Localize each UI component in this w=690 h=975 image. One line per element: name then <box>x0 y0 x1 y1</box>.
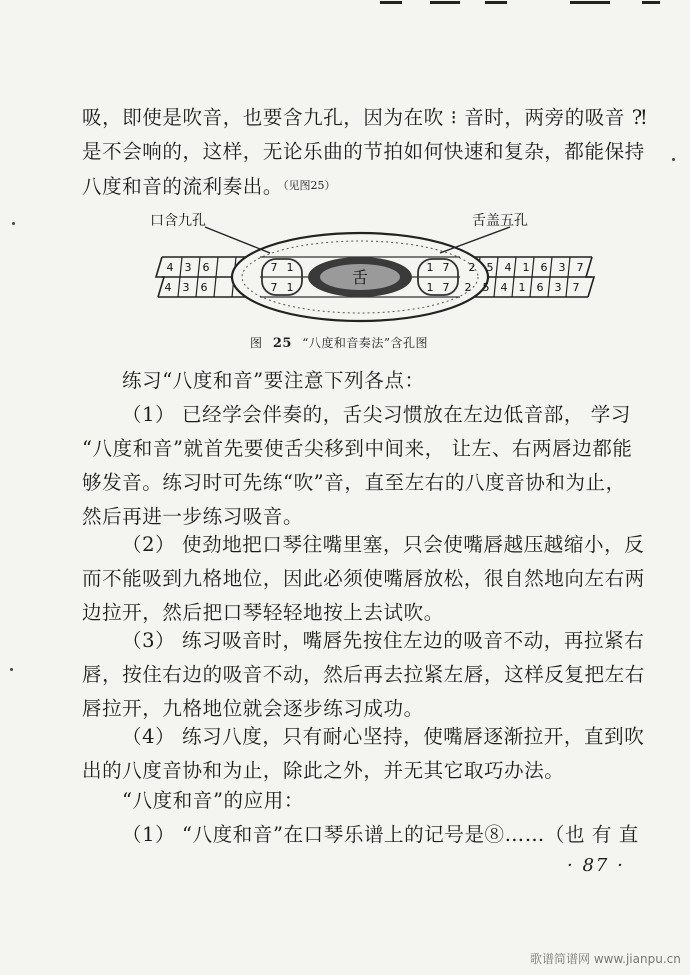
text-line <box>82 171 336 201</box>
hole-number: 6 <box>202 261 210 274</box>
text-line: 然后再进一步练习吸音。 <box>82 505 304 528</box>
label-tongue-five-holes: 舌盖五孔 <box>472 213 528 229</box>
hole-number: 4 <box>504 261 512 274</box>
section-heading: “八度和音”的应用： <box>122 789 304 812</box>
top-edge-marks <box>380 0 680 6</box>
hole-number: 3 <box>184 261 192 274</box>
hole-number: 3 <box>558 261 566 274</box>
hole-number: 5 <box>486 261 494 274</box>
text-line: 而不能吸到九格地位，因此必须使嘴唇放松，很自然地向左右两 <box>82 567 645 590</box>
site-watermark: 歌谱简谱网 www.jianpu.cn <box>530 952 681 966</box>
label-mouth-nine-holes: 口含九孔 <box>150 213 206 229</box>
margin-speck <box>672 158 675 161</box>
caption-number: 25 <box>272 336 292 351</box>
text-line: 练习“八度和音”要注意下列各点： <box>122 369 425 392</box>
figure-caption <box>250 334 428 351</box>
text-line: 吸，即使是吹音，也要含九孔，因为在吹 ⁝ 音时，两旁的吸音 ⁈ <box>82 106 648 129</box>
text-fragment: 八度和音的流利奏出。 <box>82 175 284 198</box>
hole-number: 7 <box>442 281 450 294</box>
hole-number: 7 <box>576 261 584 274</box>
hole-number: 5 <box>482 281 490 294</box>
text-line: （2） 使劲地把口琴往嘴里塞，只会使嘴唇越压越缩小，反 <box>122 533 645 556</box>
hole-number: 1 <box>426 261 434 274</box>
hole-number: 7 <box>270 261 278 274</box>
text-line: （3） 练习吸音时，嘴唇先按住左边的吸音不动，再拉紧右 <box>122 629 645 652</box>
page-number: · 87 · <box>567 855 625 876</box>
hole-number: 1 <box>522 261 530 274</box>
harmonica-mouth-diagram <box>150 205 600 325</box>
hole-number: 7 <box>270 281 278 294</box>
hole-number: 1 <box>286 261 294 274</box>
hole-number: 6 <box>536 281 544 294</box>
hole-number: 2 <box>464 281 472 294</box>
hole-number: 1 <box>518 281 526 294</box>
text-line: 出的八度音协和为止，除此之外，并无其它取巧办法。 <box>82 759 565 782</box>
hole-number: 2 <box>468 261 476 274</box>
text-line: 够发音。练习时可先练“吹”音，直至左右的八度音协和为止， <box>82 471 626 494</box>
hole-number: 4 <box>500 281 508 294</box>
hole-number: 7 <box>572 281 580 294</box>
caption-text: “八度和音奏法”含孔图 <box>302 336 429 350</box>
hole-number: 4 <box>164 281 172 294</box>
text-line: 唇，按住右边的吸音不动，然后再去拉紧左唇，这样反复把左右 <box>82 663 645 686</box>
text-line: 边拉开，然后把口琴轻轻地按上去试吹。 <box>82 601 444 624</box>
text-line: （4） 练习八度，只有耐心坚持，使嘴唇逐渐拉开，直到吹 <box>122 725 645 748</box>
hole-number: 4 <box>166 261 174 274</box>
hole-number: 1 <box>426 281 434 294</box>
margin-speck <box>10 668 13 671</box>
text-line: 是不会响的，这样，无论乐曲的节拍如何快速和复杂，都能保持 <box>82 140 645 163</box>
hole-number: 3 <box>182 281 190 294</box>
margin-speck <box>12 222 15 225</box>
hole-number: 1 <box>286 281 294 294</box>
text-line: “八度和音”就首先要使舌尖移到中间来， 让左、右两唇边都能 <box>82 437 633 460</box>
hole-number: 6 <box>540 261 548 274</box>
figure-reference: （见图25） <box>283 179 336 192</box>
text-line: （1） “八度和音”在口琴乐谱上的记号是⑧……（也 有 直 <box>122 823 639 846</box>
tongue-label: 舌 <box>351 268 369 287</box>
hole-number: 6 <box>200 281 208 294</box>
caption-prefix: 图 <box>250 336 263 350</box>
hole-number: 3 <box>554 281 562 294</box>
text-line: （1） 已经学会伴奏的，舌尖习惯放在左边低音部， 学习 <box>122 403 632 426</box>
hole-number: 7 <box>442 261 450 274</box>
text-line: 唇拉开，九格地位就会逐步练习成功。 <box>82 697 424 720</box>
